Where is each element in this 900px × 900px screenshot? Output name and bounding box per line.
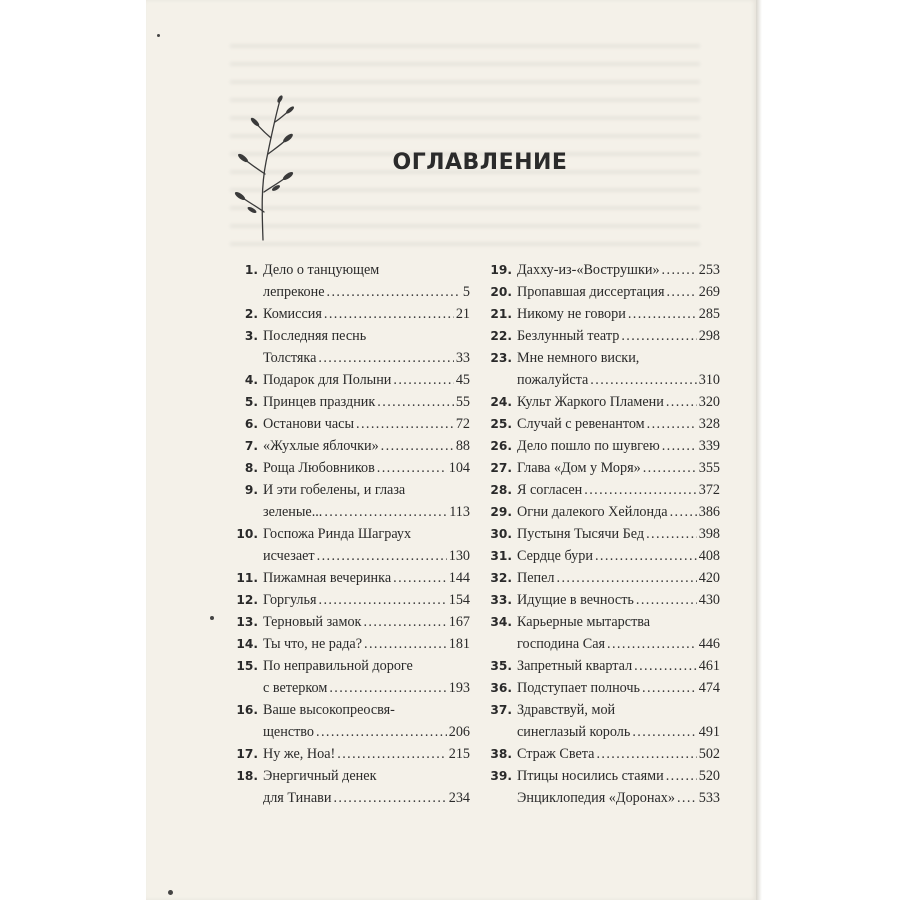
dot-leader [324, 501, 447, 523]
chapter-number: 8. [244, 461, 258, 475]
chapter-number: 13. [236, 615, 258, 629]
toc-entry [230, 391, 470, 413]
dot-leader [634, 655, 697, 677]
chapter-title: Дело о танцующем [263, 262, 380, 278]
leaf-sprig-icon [228, 92, 298, 242]
chapter-title: Комиссия [263, 306, 322, 322]
chapter-number: 24. [490, 395, 512, 409]
page-number: 88 [455, 438, 470, 454]
dot-leader [337, 743, 446, 765]
chapter-number: 35. [490, 659, 512, 673]
chapter-title: Страж Света [517, 746, 595, 762]
dot-leader [319, 589, 447, 611]
toc-entry [488, 303, 720, 325]
show-through-text [230, 30, 700, 260]
dot-leader [393, 369, 453, 391]
toc-entry [488, 413, 720, 435]
page-number: 234 [448, 790, 470, 806]
dot-leader [317, 545, 447, 567]
page-number: 408 [698, 548, 720, 564]
page-number: 298 [698, 328, 720, 344]
page-number: 215 [448, 746, 470, 762]
toc-left-column [230, 259, 470, 809]
chapter-title: Идущие в вечность [517, 592, 634, 608]
page-number: 320 [698, 394, 720, 410]
chapter-title: щенство [263, 724, 315, 740]
toc-entry [488, 347, 720, 391]
page-number: 5 [462, 284, 470, 300]
page-number: 72 [455, 416, 470, 432]
chapter-title: Карьерные мытарства [517, 614, 651, 630]
toc-entry [230, 479, 470, 523]
chapter-number: 3. [244, 329, 258, 343]
chapter-number: 33. [490, 593, 512, 607]
dot-leader [666, 391, 697, 413]
toc-entry [488, 391, 720, 413]
dot-leader [621, 325, 696, 347]
chapter-number: 36. [490, 681, 512, 695]
toc-entry [230, 743, 470, 765]
chapter-title: Пропавшая диссертация [517, 284, 665, 300]
dot-leader [666, 281, 696, 303]
chapter-title: Никому не говори [517, 306, 626, 322]
toc-entry [488, 479, 720, 501]
chapter-number: 9. [244, 483, 258, 497]
page-number: 130 [448, 548, 470, 564]
page-number: 33 [455, 350, 470, 366]
chapter-number: 25. [490, 417, 512, 431]
page-number: 193 [448, 680, 470, 696]
chapter-title: Роща Любовников [263, 460, 375, 476]
page-number: 45 [455, 372, 470, 388]
page-number: 398 [698, 526, 720, 542]
chapter-title: Глава «Дом у Моря» [517, 460, 641, 476]
dot-leader [327, 281, 461, 303]
dot-leader [557, 567, 697, 589]
chapter-number: 10. [236, 527, 258, 541]
page-number: 285 [698, 306, 720, 322]
page-number: 339 [698, 438, 720, 454]
toc-entry [230, 567, 470, 589]
toc-entry [230, 611, 470, 633]
chapter-number: 16. [236, 703, 258, 717]
paper-speck [168, 890, 173, 895]
toc-entry [230, 413, 470, 435]
toc-entry [488, 765, 720, 787]
toc-entry [230, 457, 470, 479]
chapter-number: 30. [490, 527, 512, 541]
toc-entry [488, 259, 720, 281]
chapter-number: 34. [490, 615, 512, 629]
chapter-number: 12. [236, 593, 258, 607]
dot-leader [636, 589, 697, 611]
page-number: 533 [698, 790, 720, 806]
toc-entry [488, 567, 720, 589]
chapter-number: 37. [490, 703, 512, 717]
toc-entry [488, 655, 720, 677]
chapter-number: 14. [236, 637, 258, 651]
chapter-number: 6. [244, 417, 258, 431]
page-number: 430 [698, 592, 720, 608]
dot-leader [316, 721, 447, 743]
page-number: 144 [448, 570, 470, 586]
dot-leader [677, 787, 697, 809]
chapter-title: Госпожа Ринда Шаграух [263, 526, 412, 542]
chapter-title: зеленые... [263, 504, 323, 520]
chapter-number: 7. [244, 439, 258, 453]
toc-entry [488, 677, 720, 699]
chapter-title: Дахху-из-«Вострушки» [517, 262, 660, 278]
chapter-title: Я согласен [517, 482, 583, 498]
chapter-title: Культ Жаркого Пламени [517, 394, 664, 410]
chapter-number: 17. [236, 747, 258, 761]
paper-speck [210, 616, 214, 620]
dot-leader [662, 259, 697, 281]
dot-leader [333, 787, 446, 809]
dot-leader [595, 545, 697, 567]
toc-entry [230, 633, 470, 655]
chapter-number: 28. [490, 483, 512, 497]
page-number: 154 [448, 592, 470, 608]
chapter-title: Мне немного виски, [517, 350, 640, 366]
dot-leader [647, 413, 697, 435]
page-number: 269 [698, 284, 720, 300]
paper-speck [157, 34, 160, 37]
chapter-number: 19. [490, 263, 512, 277]
chapter-title: Здравствуй, мой [517, 702, 616, 718]
chapter-number: 31. [490, 549, 512, 563]
chapter-title: Терновый замок [263, 614, 362, 630]
chapter-title: Энергичный денек [263, 768, 377, 784]
chapter-number: 22. [490, 329, 512, 343]
page-number: 520 [698, 768, 720, 784]
page-number: 206 [448, 724, 470, 740]
chapter-title: Подарок для Полыни [263, 372, 392, 388]
dot-leader [670, 501, 697, 523]
chapter-title: Птицы носились стаями [517, 768, 664, 784]
toc-entry [488, 743, 720, 765]
toc-entry [230, 303, 470, 325]
chapter-title: исчезает [263, 548, 315, 564]
chapter-number: 18. [236, 769, 258, 783]
chapter-number: 27. [490, 461, 512, 475]
chapter-title: лепреконе [263, 284, 325, 300]
chapter-title: Подступает полночь [517, 680, 640, 696]
page-edge [756, 0, 762, 900]
chapter-title: Энциклопедия «Доронах» [517, 790, 675, 806]
dot-leader [363, 611, 446, 633]
chapter-title: Ты что, не рада? [263, 636, 363, 652]
toc-entry [488, 699, 720, 743]
page-number: 167 [448, 614, 470, 630]
chapter-number [488, 787, 517, 809]
toc-entry [488, 611, 720, 655]
dot-leader [590, 369, 696, 391]
chapter-title: Принцев праздник [263, 394, 376, 410]
chapter-number: 20. [490, 285, 512, 299]
chapter-number: 39. [490, 769, 512, 783]
dot-leader [364, 633, 447, 655]
chapter-title: Ну же, Ноа! [263, 746, 336, 762]
chapter-title: синеглазый король [517, 724, 631, 740]
chapter-title: Толстяка [263, 350, 317, 366]
dot-leader [632, 721, 696, 743]
toc-entry [230, 325, 470, 369]
chapter-number: 5. [244, 395, 258, 409]
toc-entry [488, 435, 720, 457]
dot-leader [377, 457, 447, 479]
toc-entry [488, 589, 720, 611]
toc-entry [230, 259, 470, 303]
page-number: 355 [698, 460, 720, 476]
page-number: 181 [448, 636, 470, 652]
dot-leader [666, 765, 697, 787]
chapter-title: Огни далекого Хейлонда [517, 504, 668, 520]
chapter-number: 21. [490, 307, 512, 321]
toc-right-column [488, 259, 720, 809]
chapter-title: Пепел [517, 570, 555, 586]
dot-leader [381, 435, 454, 457]
toc-entry [230, 589, 470, 611]
chapter-title: с ветерком [263, 680, 328, 696]
toc-entry [488, 523, 720, 545]
chapter-number: 29. [490, 505, 512, 519]
chapter-title: пожалуйста [517, 372, 589, 388]
page-number: 55 [455, 394, 470, 410]
toc-entry [488, 545, 720, 567]
dot-leader [329, 677, 446, 699]
dot-leader [393, 567, 447, 589]
chapter-title: для Тинави [263, 790, 332, 806]
toc-entry [488, 457, 720, 479]
chapter-title: Случай с ревенантом [517, 416, 645, 432]
toc-entry [230, 765, 470, 809]
page-number: 104 [448, 460, 470, 476]
chapter-title: «Жухлые яблочки» [263, 438, 379, 454]
chapter-title: Останови часы [263, 416, 354, 432]
dot-leader [607, 633, 697, 655]
dot-leader [318, 347, 453, 369]
chapter-title: Ваше высокопреосвя- [263, 702, 395, 718]
page-number: 502 [698, 746, 720, 762]
chapter-title: Горгулья [263, 592, 317, 608]
dot-leader [628, 303, 697, 325]
dot-leader [662, 435, 697, 457]
dot-leader [642, 677, 697, 699]
dot-leader [324, 303, 454, 325]
chapter-title: Запретный квартал [517, 658, 633, 674]
dot-leader [356, 413, 454, 435]
chapter-number: 2. [244, 307, 258, 321]
page-number: 21 [455, 306, 470, 322]
page-number: 461 [698, 658, 720, 674]
toc-entry [230, 435, 470, 457]
dot-leader [643, 457, 697, 479]
page-number: 253 [698, 262, 720, 278]
page-number: 372 [698, 482, 720, 498]
page-number: 474 [698, 680, 720, 696]
toc-entry [230, 523, 470, 567]
chapter-title: Последняя песнь [263, 328, 367, 344]
chapter-number: 11. [236, 571, 258, 585]
toc-entry [230, 699, 470, 743]
chapter-title: Сердце бури [517, 548, 593, 564]
dot-leader [377, 391, 454, 413]
chapter-number: 1. [244, 263, 258, 277]
page-number: 328 [698, 416, 720, 432]
page-number: 113 [449, 504, 470, 520]
page-number: 446 [698, 636, 720, 652]
chapter-title: И эти гобелены, и глаза [263, 482, 406, 498]
toc-entry [488, 501, 720, 523]
dot-leader [646, 523, 697, 545]
dot-leader [596, 743, 696, 765]
page-number: 491 [698, 724, 720, 740]
toc-entry [488, 787, 720, 809]
chapter-number: 15. [236, 659, 258, 673]
chapter-number: 26. [490, 439, 512, 453]
toc-entry [230, 655, 470, 699]
chapter-title: Дело пошло по шувгею [517, 438, 660, 454]
page-number: 420 [698, 570, 720, 586]
toc-entry [488, 325, 720, 347]
chapter-title: Безлунный театр [517, 328, 620, 344]
page-number: 386 [698, 504, 720, 520]
chapter-number: 4. [244, 373, 258, 387]
dot-leader [584, 479, 696, 501]
toc-entry [488, 281, 720, 303]
chapter-number: 38. [490, 747, 512, 761]
page-number: 310 [698, 372, 720, 388]
chapter-title: Пижамная вечеринка [263, 570, 392, 586]
toc-entry [230, 369, 470, 391]
chapter-number: 23. [490, 351, 512, 365]
page-title: ОГЛАВЛЕНИЕ [392, 150, 568, 175]
chapter-number: 32. [490, 571, 512, 585]
chapter-title: Пустыня Тысячи Бед [517, 526, 645, 542]
chapter-title: По неправильной дороге [263, 658, 413, 674]
chapter-title: господина Сая [517, 636, 606, 652]
